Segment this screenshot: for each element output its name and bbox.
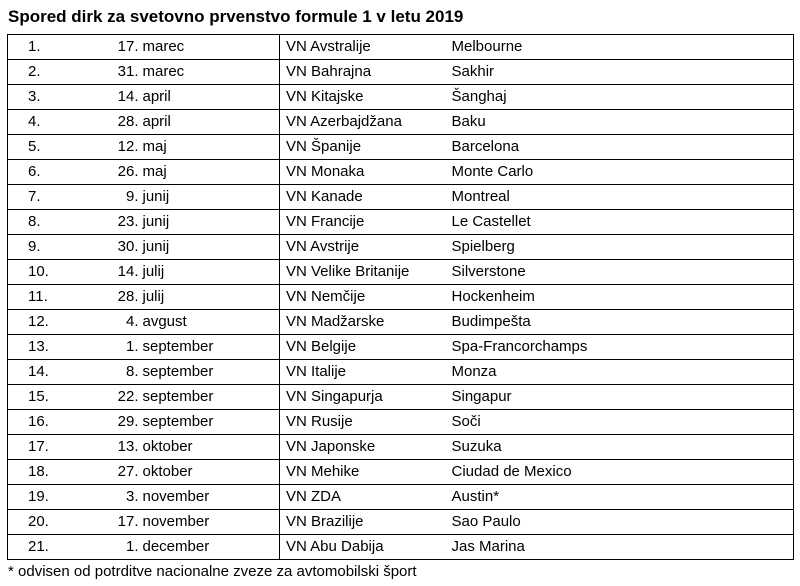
race-month: junij	[142, 238, 170, 255]
race-month: marec	[142, 38, 185, 55]
race-month: november	[142, 513, 210, 530]
grand-prix-name: VN Brazilije	[280, 510, 446, 535]
race-location: Austin*	[446, 485, 794, 510]
race-day: 12.	[117, 138, 139, 155]
grand-prix-name: VN Velike Britanije	[280, 260, 446, 285]
table-row	[8, 260, 794, 285]
race-number: 12.	[8, 310, 112, 335]
grand-prix-name: VN Belgije	[280, 335, 446, 360]
race-number: 1.	[8, 35, 112, 60]
race-location: Silverstone	[446, 260, 794, 285]
table-row	[8, 535, 794, 560]
race-number: 16.	[8, 410, 112, 435]
race-day: 28.	[117, 113, 139, 130]
race-month: maj	[142, 138, 167, 155]
table-row	[8, 510, 794, 535]
table-row	[8, 360, 794, 385]
race-location: Sao Paulo	[446, 510, 794, 535]
race-location: Melbourne	[446, 35, 794, 60]
race-date	[112, 510, 280, 535]
race-number: 18.	[8, 460, 112, 485]
race-date	[112, 35, 280, 60]
table-row	[8, 235, 794, 260]
table-row	[8, 110, 794, 135]
race-location: Monza	[446, 360, 794, 385]
race-number: 17.	[8, 435, 112, 460]
table-row	[8, 335, 794, 360]
grand-prix-name: VN Španije	[280, 135, 446, 160]
race-day: 23.	[117, 213, 139, 230]
grand-prix-name: VN Rusije	[280, 410, 446, 435]
race-number: 10.	[8, 260, 112, 285]
race-day: 8.	[125, 363, 139, 380]
table-row	[8, 285, 794, 310]
grand-prix-name: VN Mehike	[280, 460, 446, 485]
race-number: 21.	[8, 535, 112, 560]
race-day: 27.	[117, 463, 139, 480]
table-row	[8, 35, 794, 60]
race-location: Soči	[446, 410, 794, 435]
race-month: oktober	[142, 438, 193, 455]
race-day: 31.	[117, 63, 139, 80]
race-location: Sakhir	[446, 60, 794, 85]
race-month: oktober	[142, 463, 193, 480]
race-month: november	[142, 488, 210, 505]
table-row	[8, 60, 794, 85]
race-day: 1.	[125, 538, 139, 555]
race-date	[112, 360, 280, 385]
race-month: april	[142, 113, 171, 130]
page-title: Spored dirk za svetovno prvenstvo formule 1 v letu 2019	[8, 7, 464, 26]
race-day: 13.	[117, 438, 139, 455]
race-month: december	[142, 538, 210, 555]
race-date	[112, 310, 280, 335]
race-month: september	[142, 363, 214, 380]
race-month: avgust	[142, 313, 187, 330]
race-date	[112, 335, 280, 360]
race-location: Šanghaj	[446, 85, 794, 110]
grand-prix-name: VN Kitajske	[280, 85, 446, 110]
race-month: september	[142, 413, 214, 430]
race-number: 2.	[8, 60, 112, 85]
race-location: Ciudad de Mexico	[446, 460, 794, 485]
race-number: 20.	[8, 510, 112, 535]
race-date	[112, 410, 280, 435]
race-number: 15.	[8, 385, 112, 410]
grand-prix-name: VN Avstrije	[280, 235, 446, 260]
table-row	[8, 210, 794, 235]
race-location: Jas Marina	[446, 535, 794, 560]
race-date	[112, 185, 280, 210]
race-date	[112, 460, 280, 485]
race-month: julij	[142, 263, 165, 280]
footnote: * odvisen od potrditve nacionalne zveze za avtomobilski šport	[8, 563, 417, 580]
race-location: Hockenheim	[446, 285, 794, 310]
race-date	[112, 235, 280, 260]
grand-prix-name: VN ZDA	[280, 485, 446, 510]
race-number: 8.	[8, 210, 112, 235]
race-location: Le Castellet	[446, 210, 794, 235]
race-month: junij	[142, 188, 170, 205]
race-date	[112, 160, 280, 185]
race-number: 7.	[8, 185, 112, 210]
race-location: Singapur	[446, 385, 794, 410]
table-row	[8, 485, 794, 510]
grand-prix-name: VN Madžarske	[280, 310, 446, 335]
race-number: 19.	[8, 485, 112, 510]
table-row	[8, 85, 794, 110]
race-schedule-table	[7, 34, 794, 560]
grand-prix-name: VN Bahrajna	[280, 60, 446, 85]
race-month: marec	[142, 63, 185, 80]
race-number: 6.	[8, 160, 112, 185]
table-row	[8, 160, 794, 185]
grand-prix-name: VN Avstralije	[280, 35, 446, 60]
race-month: maj	[142, 163, 167, 180]
race-date	[112, 260, 280, 285]
race-number: 3.	[8, 85, 112, 110]
grand-prix-name: VN Azerbajdžana	[280, 110, 446, 135]
race-date	[112, 435, 280, 460]
table-row	[8, 410, 794, 435]
race-date	[112, 485, 280, 510]
race-number: 14.	[8, 360, 112, 385]
race-date	[112, 385, 280, 410]
race-location: Spa-Francorchamps	[446, 335, 794, 360]
grand-prix-name: VN Monaka	[280, 160, 446, 185]
table-row	[8, 185, 794, 210]
grand-prix-name: VN Abu Dabija	[280, 535, 446, 560]
table-row	[8, 460, 794, 485]
race-date	[112, 85, 280, 110]
race-location: Montreal	[446, 185, 794, 210]
race-date	[112, 210, 280, 235]
race-month: september	[142, 338, 214, 355]
race-day: 29.	[117, 413, 139, 430]
race-location: Spielberg	[446, 235, 794, 260]
race-day: 4.	[125, 313, 139, 330]
race-day: 1.	[125, 338, 139, 355]
grand-prix-name: VN Nemčije	[280, 285, 446, 310]
race-day: 3.	[125, 488, 139, 505]
race-month: september	[142, 388, 214, 405]
race-date	[112, 535, 280, 560]
grand-prix-name: VN Japonske	[280, 435, 446, 460]
race-date	[112, 110, 280, 135]
race-month: julij	[142, 288, 165, 305]
race-day: 28.	[117, 288, 139, 305]
table-row	[8, 310, 794, 335]
race-day: 14.	[117, 88, 139, 105]
race-day: 30.	[117, 238, 139, 255]
race-number: 9.	[8, 235, 112, 260]
race-day: 9.	[125, 188, 139, 205]
race-location: Baku	[446, 110, 794, 135]
race-number: 11.	[8, 285, 112, 310]
table-row	[8, 135, 794, 160]
race-day: 26.	[117, 163, 139, 180]
race-date	[112, 285, 280, 310]
race-location: Barcelona	[446, 135, 794, 160]
race-location: Budimpešta	[446, 310, 794, 335]
race-month: junij	[142, 213, 170, 230]
race-month: april	[142, 88, 171, 105]
table-row	[8, 385, 794, 410]
race-day: 22.	[117, 388, 139, 405]
table-row	[8, 435, 794, 460]
race-location: Suzuka	[446, 435, 794, 460]
race-day: 14.	[117, 263, 139, 280]
race-day: 17.	[117, 513, 139, 530]
race-date	[112, 135, 280, 160]
grand-prix-name: VN Italije	[280, 360, 446, 385]
race-day: 17.	[117, 38, 139, 55]
race-number: 13.	[8, 335, 112, 360]
race-schedule-body	[8, 35, 794, 560]
race-number: 4.	[8, 110, 112, 135]
grand-prix-name: VN Francije	[280, 210, 446, 235]
grand-prix-name: VN Kanade	[280, 185, 446, 210]
race-location: Monte Carlo	[446, 160, 794, 185]
grand-prix-name: VN Singapurja	[280, 385, 446, 410]
race-number: 5.	[8, 135, 112, 160]
race-date	[112, 60, 280, 85]
